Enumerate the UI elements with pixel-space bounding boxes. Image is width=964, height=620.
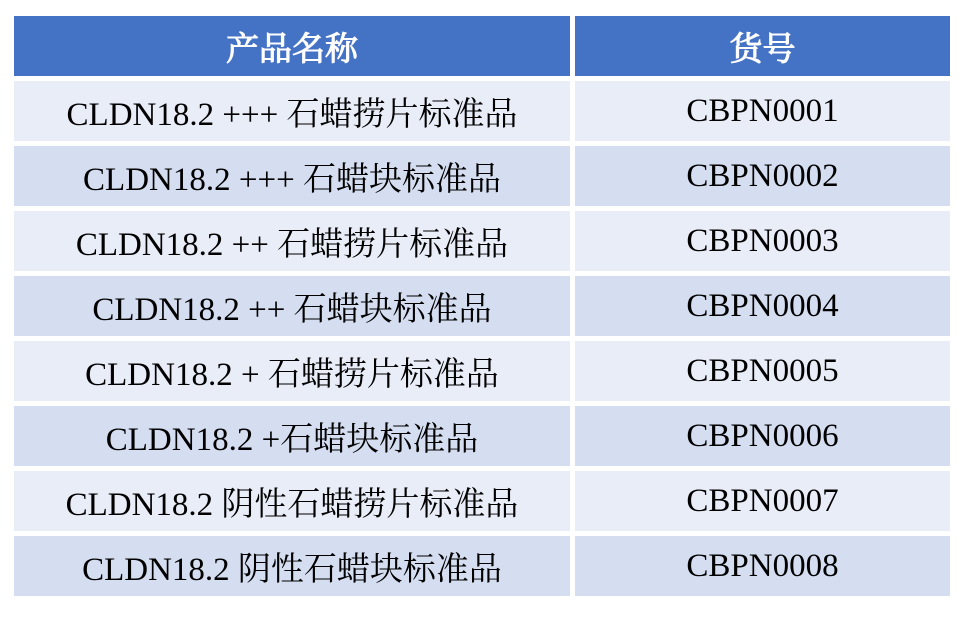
product-name-cell: CLDN18.2 +++ 石蜡捞片标准品	[14, 81, 570, 141]
catalog-number-cell: CBPN0007	[575, 471, 950, 531]
product-name-cell: CLDN18.2 +石蜡块标准品	[14, 406, 570, 466]
column-header-product-name: 产品名称	[14, 16, 570, 76]
product-name-cell: CLDN18.2 ++ 石蜡块标准品	[14, 276, 570, 336]
product-name-cell: CLDN18.2 +++ 石蜡块标准品	[14, 146, 570, 206]
catalog-number-cell: CBPN0001	[575, 81, 950, 141]
product-name-cell: CLDN18.2 阴性石蜡块标准品	[14, 536, 570, 596]
product-name-cell: CLDN18.2 阴性石蜡捞片标准品	[14, 471, 570, 531]
column-header-catalog-number: 货号	[575, 16, 950, 76]
product-name-cell: CLDN18.2 ++ 石蜡捞片标准品	[14, 211, 570, 271]
catalog-number-cell: CBPN0004	[575, 276, 950, 336]
catalog-number-cell: CBPN0005	[575, 341, 950, 401]
product-name-cell: CLDN18.2 + 石蜡捞片标准品	[14, 341, 570, 401]
catalog-number-cell: CBPN0006	[575, 406, 950, 466]
catalog-number-cell: CBPN0003	[575, 211, 950, 271]
product-table	[14, 16, 950, 596]
catalog-number-cell: CBPN0008	[575, 536, 950, 596]
catalog-number-cell: CBPN0002	[575, 146, 950, 206]
